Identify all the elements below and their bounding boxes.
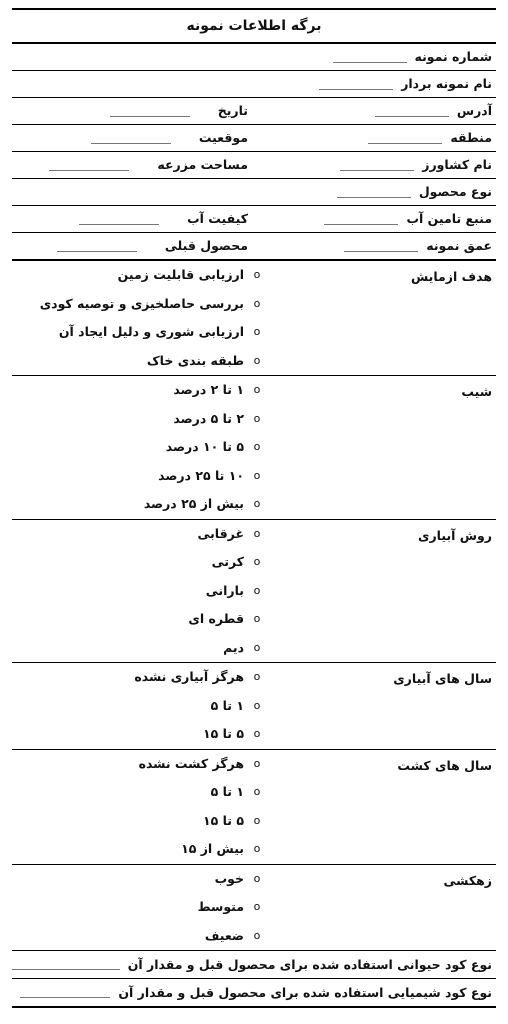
- field-label: شماره نمونه: [414, 49, 492, 64]
- field-row: [12, 152, 496, 179]
- fill-line[interactable]: [333, 61, 407, 63]
- option-section: [12, 865, 496, 952]
- field-label: محصول قبلی: [164, 238, 248, 253]
- footer-rows: [12, 951, 496, 1008]
- option-item[interactable]: [12, 778, 496, 807]
- fill-line[interactable]: [12, 968, 120, 970]
- radio-circle-icon[interactable]: o: [253, 497, 261, 510]
- option-section: [12, 750, 496, 865]
- field-cell: [256, 125, 492, 151]
- field-label: کیفیت آب: [187, 211, 248, 226]
- option-label: ۱ تا ۲ درصد: [173, 382, 244, 397]
- radio-circle-icon[interactable]: o: [253, 268, 261, 281]
- field-row: [12, 71, 496, 98]
- option-section: [12, 663, 496, 750]
- field-cell: [16, 125, 248, 151]
- option-label: هرگز کشت نشده: [138, 755, 244, 771]
- radio-circle-icon[interactable]: o: [253, 468, 261, 482]
- option-label: ۵ تا ۱۰ درصد: [165, 439, 244, 454]
- fill-line[interactable]: [91, 142, 171, 144]
- field-label: منبع تامین آب: [406, 211, 492, 226]
- option-label: ۵ تا ۱۵: [203, 812, 244, 828]
- field-row: [12, 233, 496, 261]
- field-row: [12, 206, 496, 233]
- field-cell: [256, 98, 492, 124]
- option-label: دیم: [223, 639, 244, 655]
- field-cell: [256, 44, 492, 70]
- field-cell: [256, 71, 492, 97]
- radio-circle-icon[interactable]: o: [253, 353, 261, 367]
- option-item[interactable]: [12, 520, 496, 549]
- option-item[interactable]: [12, 462, 496, 491]
- option-item[interactable]: [12, 865, 496, 894]
- field-label: مساحت مزرعه: [157, 157, 248, 172]
- option-item[interactable]: [12, 922, 496, 951]
- radio-circle-icon[interactable]: o: [253, 296, 261, 310]
- radio-circle-icon[interactable]: o: [253, 670, 261, 683]
- radio-circle-icon[interactable]: o: [253, 383, 261, 396]
- option-label: ۵ تا ۱۵: [203, 726, 244, 741]
- option-label: ۲ تا ۵ درصد: [173, 410, 244, 426]
- field-label: نام کشاورز: [422, 157, 492, 172]
- field-row: [12, 98, 496, 125]
- option-label: ۱ تا ۵: [210, 697, 244, 713]
- section-label: شیب: [461, 384, 492, 399]
- field-cell: [16, 206, 248, 232]
- fill-line[interactable]: [337, 196, 411, 198]
- option-item[interactable]: [12, 720, 496, 749]
- section-label: هدف ازمایش: [410, 269, 492, 284]
- option-item[interactable]: [12, 290, 496, 319]
- radio-circle-icon[interactable]: o: [253, 727, 261, 740]
- option-item[interactable]: [12, 835, 496, 864]
- fill-line[interactable]: [49, 169, 129, 171]
- option-item[interactable]: [12, 634, 496, 663]
- section-label: سال های کشت: [397, 757, 492, 773]
- option-item[interactable]: [12, 577, 496, 606]
- fill-line[interactable]: [20, 996, 110, 998]
- radio-circle-icon[interactable]: o: [253, 411, 261, 425]
- form-title: برگه اطلاعات نمونه: [12, 8, 496, 44]
- footer-label: نوع کود شیمیایی استفاده شده برای محصول قبل و مقدار آن: [118, 985, 492, 1000]
- radio-circle-icon[interactable]: o: [253, 928, 261, 942]
- radio-circle-icon[interactable]: o: [253, 640, 261, 654]
- footer-row: [12, 951, 496, 979]
- radio-circle-icon[interactable]: o: [253, 842, 261, 855]
- option-label: متوسط: [197, 899, 244, 914]
- sample-info-form: [12, 8, 496, 1008]
- option-item[interactable]: [12, 261, 496, 290]
- option-label: قطره ای: [188, 611, 244, 626]
- section-label: سال های آبیاری: [393, 671, 492, 686]
- option-item[interactable]: [12, 433, 496, 462]
- field-row: [12, 125, 496, 152]
- option-label: ضعیف: [204, 927, 244, 943]
- option-label: طبقه بندی خاک: [146, 352, 244, 368]
- option-section: [12, 261, 496, 376]
- field-cell: [256, 179, 492, 205]
- fill-line[interactable]: [79, 223, 159, 225]
- radio-circle-icon[interactable]: o: [253, 526, 261, 540]
- field-label: تاریخ: [217, 103, 248, 118]
- radio-circle-icon[interactable]: o: [253, 813, 261, 827]
- field-rows: [12, 44, 496, 261]
- option-item[interactable]: [12, 376, 496, 405]
- option-item[interactable]: [12, 750, 496, 779]
- fill-line[interactable]: [368, 142, 442, 144]
- option-item[interactable]: [12, 318, 496, 347]
- option-section: [12, 520, 496, 664]
- option-item[interactable]: [12, 692, 496, 721]
- footer-label: نوع کود حیوانی استفاده شده برای محصول قبل و مقدار آن: [127, 957, 492, 972]
- fill-line[interactable]: [319, 88, 393, 90]
- option-section: [12, 376, 496, 520]
- radio-circle-icon[interactable]: o: [253, 555, 261, 568]
- option-label: غرقابی: [197, 525, 244, 541]
- option-item[interactable]: [12, 490, 496, 519]
- field-label: عمق نمونه: [426, 238, 492, 253]
- radio-circle-icon[interactable]: o: [253, 871, 261, 885]
- radio-circle-icon[interactable]: o: [253, 756, 261, 770]
- field-label: موقعیت: [198, 130, 248, 145]
- field-cell: [16, 98, 248, 124]
- option-label: بیش از ۱۵: [181, 841, 244, 856]
- field-cell: [16, 152, 248, 178]
- field-cell: [256, 206, 492, 232]
- option-item[interactable]: [12, 405, 496, 434]
- field-cell: [256, 152, 492, 178]
- option-sections: [12, 261, 496, 951]
- field-label: نام نمونه بردار: [401, 76, 492, 91]
- option-label: خوب: [214, 870, 244, 886]
- section-label: روش آبیاری: [418, 527, 492, 543]
- fill-line[interactable]: [375, 115, 449, 117]
- field-label: منطقه: [450, 130, 492, 145]
- option-item[interactable]: [12, 548, 496, 577]
- radio-circle-icon[interactable]: o: [253, 900, 261, 913]
- footer-row: [12, 979, 496, 1008]
- field-label: نوع محصول: [418, 184, 492, 199]
- fill-line[interactable]: [324, 223, 398, 225]
- fill-line[interactable]: [340, 169, 414, 171]
- field-row: [12, 179, 496, 206]
- field-cell: [256, 233, 492, 259]
- option-item[interactable]: [12, 347, 496, 376]
- option-label: ۱۰ تا ۲۵ درصد: [158, 467, 244, 483]
- fill-line[interactable]: [110, 115, 190, 117]
- section-label: زهکشی: [443, 872, 492, 888]
- radio-circle-icon[interactable]: o: [253, 440, 261, 453]
- radio-circle-icon[interactable]: o: [253, 583, 261, 597]
- radio-circle-icon[interactable]: o: [253, 612, 261, 625]
- option-label: کرتی: [211, 554, 244, 569]
- field-row: [12, 44, 496, 71]
- radio-circle-icon[interactable]: o: [253, 785, 261, 798]
- option-label: ارزیابی شوری و دلیل ایجاد آن: [58, 324, 244, 339]
- field-cell: [16, 233, 248, 259]
- field-label: آدرس: [456, 103, 492, 118]
- fill-line[interactable]: [344, 250, 418, 252]
- option-item[interactable]: [12, 663, 496, 692]
- radio-circle-icon[interactable]: o: [253, 698, 261, 712]
- option-label: ارزیابی قابلیت زمین: [117, 267, 244, 282]
- option-item[interactable]: [12, 807, 496, 836]
- option-label: هرگز آبیاری نشده: [134, 669, 244, 684]
- option-item[interactable]: [12, 605, 496, 634]
- option-label: بارانی: [205, 582, 244, 598]
- option-label: بیش از ۲۵ درصد: [143, 496, 244, 511]
- option-label: بررسی حاصلخیزی و توصیه کودی: [39, 295, 244, 311]
- fill-line[interactable]: [57, 250, 137, 252]
- option-item[interactable]: [12, 893, 496, 922]
- option-label: ۱ تا ۵: [210, 784, 244, 799]
- radio-circle-icon[interactable]: o: [253, 325, 261, 338]
